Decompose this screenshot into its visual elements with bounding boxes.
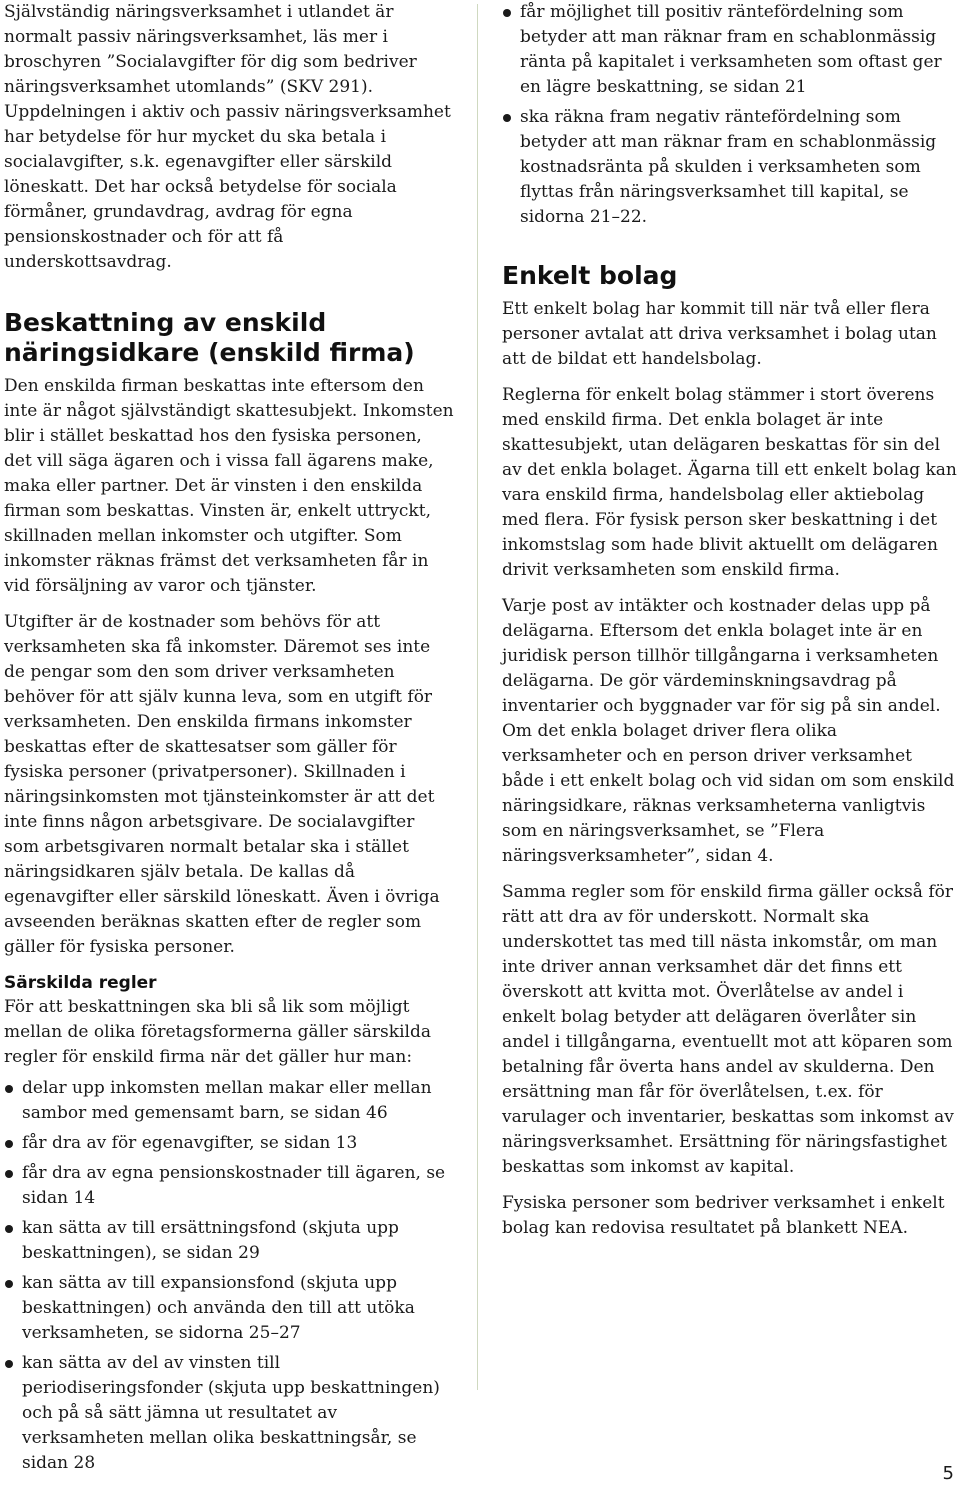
- paragraph: Varje post av intäkter och kostnader delas upp på delägarna. Eftersom det enkla bolaget inte är en juridisk person tillhör tillgångarna i verksamheten delägarna. De gör värdeminskningsavdrag på inventarier och byggnader var för sig på sin andel. Om det enkla bolaget driver flera olika verksamheter och en person driver verksamhet både i ett enkelt bolag och vid sidan om som enskild näringsidkare, räknas verksamheterna vanligtvis som en näringsverksamhet, se ”Flera näringsverksamheter”, sidan 4.: [502, 596, 955, 866]
- paragraph: För att beskattningen ska bli så lik som möjligt mellan de olika företagsformerna gäller särskilda regler för enskild firma när det gäller hur man:: [4, 997, 431, 1067]
- intro-paragraph: Självständig näringsverksamhet i utlandet är normalt passiv näringsverksamhet, läs mer i broschyren ”Socialavgifter för dig som bedriver näringsverksamhet utomlands” (SKV 291). Uppdelningen i aktiv och passiv näringsverksamhet har betydelse för hur mycket du ska betala i socialavgifter, s.k. egenavgifter eller särskild löneskatt. Det har också betydelse för sociala förmåner, grundavdrag, avdrag för egna pensionskostnader och för att få underskottsavdrag.: [4, 2, 451, 272]
- paragraph: Samma regler som för enskild firma gäller också för rätt att dra av för underskott. Normalt ska underskottet tas med till nästa inkomstår, om man inte driver annan verksamhet där det finns ett överskott att kvitta mot. Överlåtelse av andel i enkelt bolag betyder att delägaren överlåter sin andel i tillgångarna, eventuellt mot att köparen som betalning får överta hans andel av skulderna. Den ersättning man får för överlåtelsen, t.ex. för varulager och inventarier, beskattas som inkomst av näringsverksamhet. Ersättning för näringsfastighet beskattas som inkomst av kapital.: [502, 882, 954, 1177]
- rules-list-continued: [502, 0, 957, 230]
- section-heading-enskild-firma: Beskattning av enskild näringsidkare (enskild firma): [4, 308, 415, 367]
- paragraph: Reglerna för enkelt bolag stämmer i stort överens med enskild firma. Det enkla bolaget är inte skattesubjekt, utan delägaren beskattas för sin del av det enkla bolaget. Ägarna till ett enkelt bolag kan vara enskild firma, handelsbolag eller aktiebolag med flera. För fysisk person sker beskattning i det inkomstslag som hade blivit aktuellt om delägaren drivit verksamheten som enskild firma.: [502, 385, 957, 580]
- subheading-sarskilda-regler: Särskilda regler: [4, 973, 157, 993]
- paragraph: Ett enkelt bolag har kommit till när två eller flera personer avtalat att driva verksamhet i bolag utan att de bildat ett handelsbolag.: [502, 299, 937, 369]
- list-item: får möjlighet till positiv räntefördelning som betyder att man räknar fram en schablonmässig ränta på kapitalet i verksamheten som oftast ger en lägre beskattning, se sidan 21: [502, 0, 957, 100]
- list-item: kan sätta av till ersättningsfond (skjuta upp beskattningen), se sidan 29: [4, 1216, 454, 1266]
- column-divider: [477, 4, 478, 1390]
- left-column: [4, 0, 454, 1484]
- right-column: [502, 0, 957, 1252]
- page-number: 5: [942, 1463, 954, 1484]
- list-item: får dra av för egenavgifter, se sidan 13: [4, 1131, 454, 1156]
- list-item: kan sätta av till expansionsfond (skjuta upp beskattningen) och använda den till att utöka verksamheten, se sidorna 25–27: [4, 1271, 454, 1346]
- paragraph: Fysiska personer som bedriver verksamhet i enkelt bolag kan redovisa resultatet på blankett NEA.: [502, 1193, 945, 1238]
- paragraph: Den enskilda firman beskattas inte eftersom den inte är något självständigt skattesubjekt. Inkomsten blir i stället beskattad hos den fysiska personen, det vill säga ägaren och i vissa fall ägarens make, maka eller partner. Det är vinsten i den enskilda firman som beskattas. Vinsten är, enkelt uttryckt, skillnaden mellan inkomster och utgifter. Som inkomster räknas främst det verksamheten får in vid försäljning av varor och tjänster.: [4, 376, 454, 596]
- rules-list: [4, 1076, 454, 1476]
- list-item: ska räkna fram negativ räntefördelning som betyder att man räknar fram en schablonmässig kostnadsränta på skulden i verksamheten som flyttas från näringsverksamhet till kapital, se sidorna 21–22.: [502, 105, 957, 230]
- list-item: får dra av egna pensionskostnader till ägaren, se sidan 14: [4, 1161, 454, 1211]
- list-item: delar upp inkomsten mellan makar eller mellan sambor med gemensamt barn, se sidan 46: [4, 1076, 454, 1126]
- section-heading-enkelt-bolag: Enkelt bolag: [502, 261, 678, 290]
- list-item: kan sätta av del av vinsten till periodiseringsfonder (skjuta upp beskattningen) och på så sätt jämna ut resultatet av verksamheten mellan olika beskattningsår, se sidan 28: [4, 1351, 454, 1476]
- paragraph: Utgifter är de kostnader som behövs för att verksamheten ska få inkomster. Däremot ses inte de pengar som den som driver verksamheten behöver för att själv kunna leva, som en utgift för verksamheten. Den enskilda firmans inkomster beskattas efter de skattesatser som gäller för fysiska personer (privatpersoner). Skillnaden i näringsinkomsten mot tjänsteinkomster är att det inte finns någon arbetsgivare. De socialavgifter som arbetsgivaren normalt betalar ska i stället näringsidkaren själv betala. De kallas då egenavgifter eller särskild löneskatt. Även i övriga avseenden beräknas skatten efter de regler som gäller för fysiska personer.: [4, 612, 440, 957]
